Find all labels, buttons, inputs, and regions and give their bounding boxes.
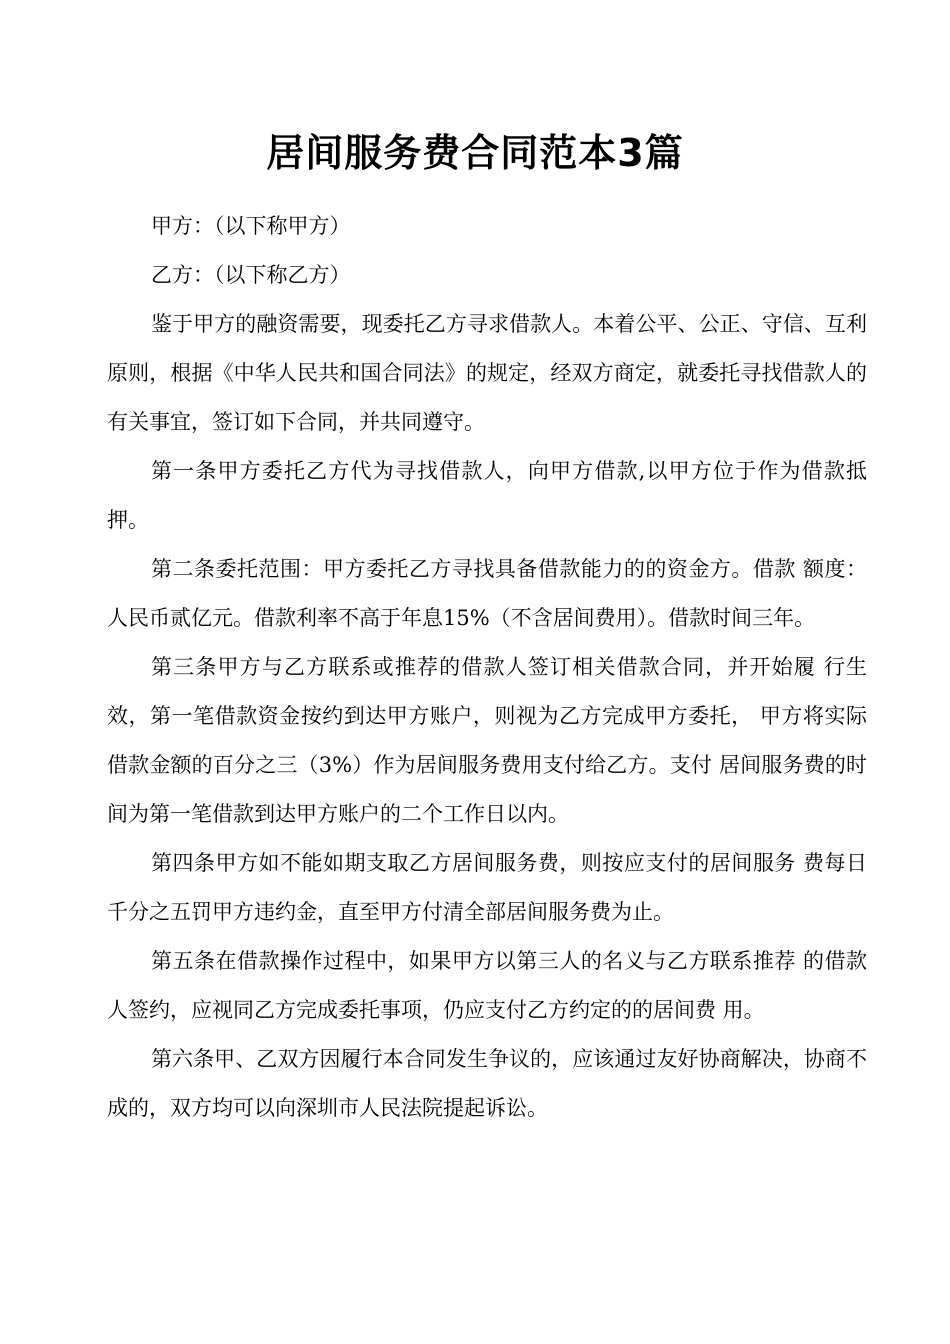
article-1-paragraph: 第一条甲方委托乙方代为寻找借款人，向甲方借款,以甲方位于作为借款抵押。 [107,459,867,532]
preamble-paragraph: 鉴于甲方的融资需要，现委托乙方寻求借款人。本着公平、公正、守信、互利原则，根据《中华人民共和国合同法》的规定，经双方商定，就委托寻找借款人的有关事宜，签订如下合同，并共同遵守。 [107,312,867,434]
article-6-paragraph: 第六条甲、乙双方因履行本合同发生争议的，应该通过友好协商解决，协商不成的，双方均可以向深圳市人民法院提起诉讼。 [107,1047,867,1120]
party-a-line: 甲方：（以下称甲方） [151,214,351,238]
document-title: 居间服务费合同范本3篇 [266,131,684,176]
article-4-paragraph: 第四条甲方如不能如期支取乙方居间服务费，则按应支付的居间服务 费每日千分之五罚甲方违约金，直至甲方付清全部居间服务费为止。 [107,851,867,924]
document-body [107,202,867,1133]
article-5-paragraph: 第五条在借款操作过程中，如果甲方以第三人的名义与乙方联系推荐 的借款人签约，应视同乙方完成委托事项，仍应支付乙方约定的的居间费 用。 [107,949,867,1022]
party-b-line: 乙方：（以下称乙方） [151,263,351,287]
article-3-paragraph: 第三条甲方与乙方联系或推荐的借款人签订相关借款合同，并开始履 行生效，第一笔借款资金按约到达甲方账户，则视为乙方完成甲方委托， 甲方将实际借款金额的百分之三（3%）作为居间服务费用支付给乙方。支付 居间服务费的时间为第一笔借款到达甲方账户的二个工作日以内。 [107,655,867,826]
article-2-paragraph: 第二条委托范围：甲方委托乙方寻找具备借款能力的的资金方。借款 额度：人民币贰亿元。借款利率不高于年息15%（不含居间费用）。借款时间三年。 [107,557,867,630]
